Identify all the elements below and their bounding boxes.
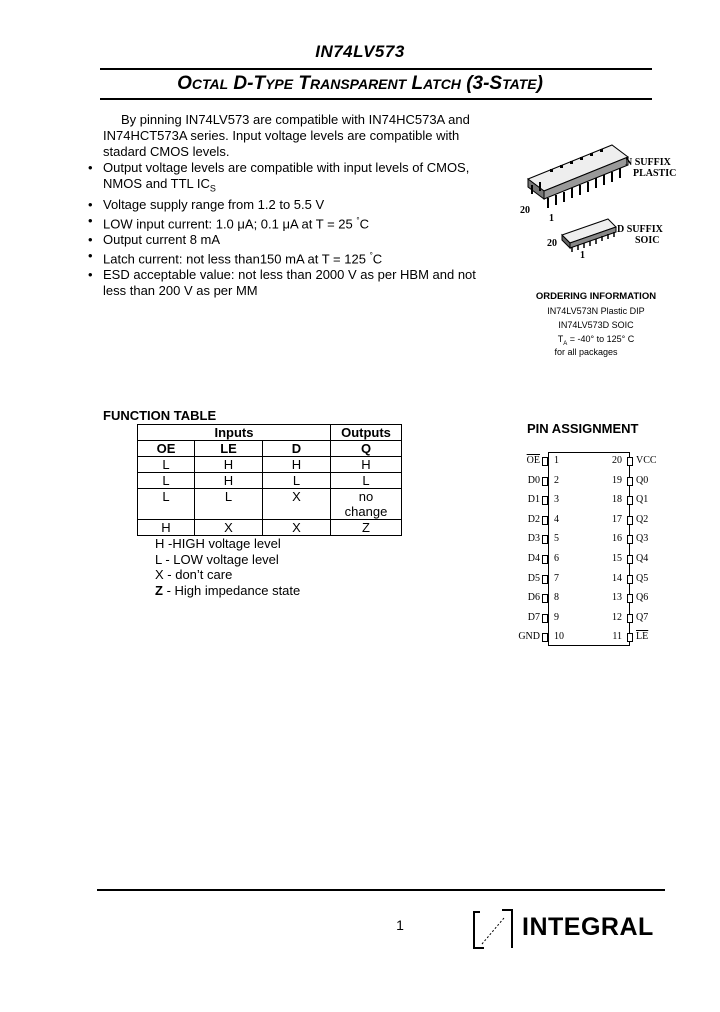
feature-item: • Output current 8 mA [88,232,483,248]
pin-lead [542,614,548,623]
table-cell: L [263,473,331,489]
pin-lead [627,516,633,525]
table-cell: L [138,473,195,489]
pin-left-name: D6 [527,592,540,604]
function-table-legend [155,536,300,598]
pin-number: 16 [612,533,622,545]
pin-number: 9 [554,611,559,623]
pin-lead [542,457,548,466]
pin-lead [627,496,633,505]
pin-number: 6 [554,553,559,564]
pin-number: 10 [554,631,564,643]
title-seg: (3-STATE [460,73,537,94]
d-suffix-label: D SUFFIX SOIC [617,224,663,246]
legend-item: L - LOW voltage level [155,551,279,567]
col-oe: $\overline{OE}$ [138,441,195,457]
pin-number: 1 [554,455,559,466]
pin-lead [627,594,633,603]
pin-number: 12 [612,611,622,623]
pin-number: 2 [554,474,559,486]
pin-left-name: D0 [527,474,540,486]
pin-left-name: D1 [527,494,540,506]
pin-number: 3 [554,494,559,506]
feature-item: • Output voltage levels are compatible with input levels of CMOS, NMOS and TTL $IC_S$ [88,160,483,197]
table-row [138,489,402,520]
col-q: Q [331,441,402,457]
pin-number: 8 [554,592,559,604]
table-cell: H [195,457,263,473]
pin-lead [542,633,548,642]
table-cell: H [195,473,263,489]
title-seg: ) [536,73,543,94]
pin-right-name: Q0 [636,474,649,486]
pin-left-name: D3 [527,533,540,545]
pin-lead [542,594,548,603]
table-cell: X [263,520,331,536]
pin-left-name: D2 [527,513,540,525]
pin-lead [542,535,548,544]
title-seg: OCTAL [177,73,229,94]
pin-left-name: GND [518,631,540,643]
table-cell: X [263,489,331,520]
soic-pin20-label: 20 [547,238,557,249]
ordering-line: IN74LV573N Plastic DIP [547,306,645,316]
legend-item: Z - High impedance state [155,582,301,598]
ordering-line: IN74LV573D SOIC [558,320,634,330]
pin-number: 11 [612,631,622,643]
pin-right-name: Q5 [636,572,649,584]
pin-lead [627,555,633,564]
table-cell: Z [331,520,402,536]
table-column-header [138,441,402,457]
title-rule [100,98,652,100]
pin-number: 20 [612,455,622,466]
pin-right-name: Q2 [636,513,649,525]
integral-logo-icon [472,908,514,950]
pin-number: 17 [612,513,622,525]
ordering-title: ORDERING INFORMATION [535,291,657,302]
header-rule [100,68,652,70]
n-suffix-label: N SUFFIX PLASTIC [625,157,677,179]
intro-paragraph: By pinning IN74LV573 are compatible with IN74HC573A and IN74HCT573A series. Input voltage levels are compatible with stadard CMOS levels. [103,112,470,159]
table-cell: no change [331,489,402,520]
soic-pin1-label: 1 [580,250,585,261]
table-cell: X [195,520,263,536]
table-row [138,520,402,536]
pin-number: 18 [612,494,622,506]
pin-right-name: Q1 [636,494,649,506]
brand-name: INTEGRAL [522,913,654,941]
table-row [138,457,402,473]
pin-number: 14 [612,572,622,584]
pin-right-name: Q6 [636,592,649,604]
feature-item: • LOW input current: 1.0 μA; 0.1 μA at T = 25 °C [88,213,483,232]
col-le: LE [195,441,263,457]
pin-lead [627,633,633,642]
table-cell: L [138,457,195,473]
table-group-header [138,425,402,441]
page-number: 1 [396,917,404,933]
pin-number: 7 [554,572,559,584]
function-table-title: FUNCTION TABLE [103,408,217,423]
function-table [137,424,402,536]
pin-lead [542,575,548,584]
pin-lead [542,477,548,486]
part-number: IN74LV573 [315,42,405,61]
soic-package-icon [562,219,616,252]
ordering-temp-range: $T_A = -40^\circ$ to 125° C [557,334,635,347]
table-cell: L [195,489,263,520]
pin-lead [627,575,633,584]
pin-lead [542,516,548,525]
dip-pin1-label: 1 [549,213,554,224]
pin-number: 5 [554,533,559,545]
pin-assignment-title: PIN ASSIGNMENT [527,421,639,436]
table-cell: H [331,457,402,473]
table-cell: L [138,489,195,520]
pin-left-name: $\overline{OE}$ [526,455,540,466]
pin-number: 4 [554,513,559,525]
feature-item: • Voltage supply range from 1.2 to 5.5 V [88,197,483,213]
pin-number: 19 [612,474,622,486]
feature-list [88,160,483,299]
pin-right-name: $\overline{LE}$ [636,631,649,643]
feature-item: • Latch current: not less than150 mA at T = 125 °C [88,248,483,267]
dip-package-icon [528,145,628,208]
table-row [138,473,402,489]
legend-item: X - don’t care [155,567,233,582]
dip-pin20-label: 20 [520,205,530,216]
pin-lead [542,496,548,505]
pin-lead [542,555,548,564]
title-seg: LATCH [406,73,461,94]
feature-item: • ESD acceptable value: not less than 2000 V as per HBM and not less than 200 V as per MM [88,267,483,299]
pin-lead [627,477,633,486]
ordering-line: for all packages [554,347,618,357]
pin-number: 13 [612,592,622,604]
pin-lead [627,457,633,466]
pin-right-name: VCC [636,455,657,466]
table-cell: H [263,457,331,473]
pin-right-name: Q7 [636,611,649,623]
outputs-header: Outputs [331,425,402,441]
pin-left-name: D7 [527,611,540,623]
package-illustration [510,135,690,265]
pin-left-name: D4 [527,553,540,564]
title-seg: D-TYPE [228,73,294,94]
legend-item: H -HIGH voltage level [155,536,281,551]
pin-right-name: Q4 [636,553,649,564]
document-title [0,73,720,95]
pin-lead [627,614,633,623]
pin-number: 15 [612,553,622,564]
title-seg: TRANSPARENT [293,73,407,94]
pin-lead [627,535,633,544]
footer-rule [97,889,665,891]
table-cell: H [138,520,195,536]
inputs-header: Inputs [138,425,331,441]
pin-right-name: Q3 [636,533,649,545]
pin-left-name: D5 [527,572,540,584]
table-cell: L [331,473,402,489]
col-d: D [263,441,331,457]
